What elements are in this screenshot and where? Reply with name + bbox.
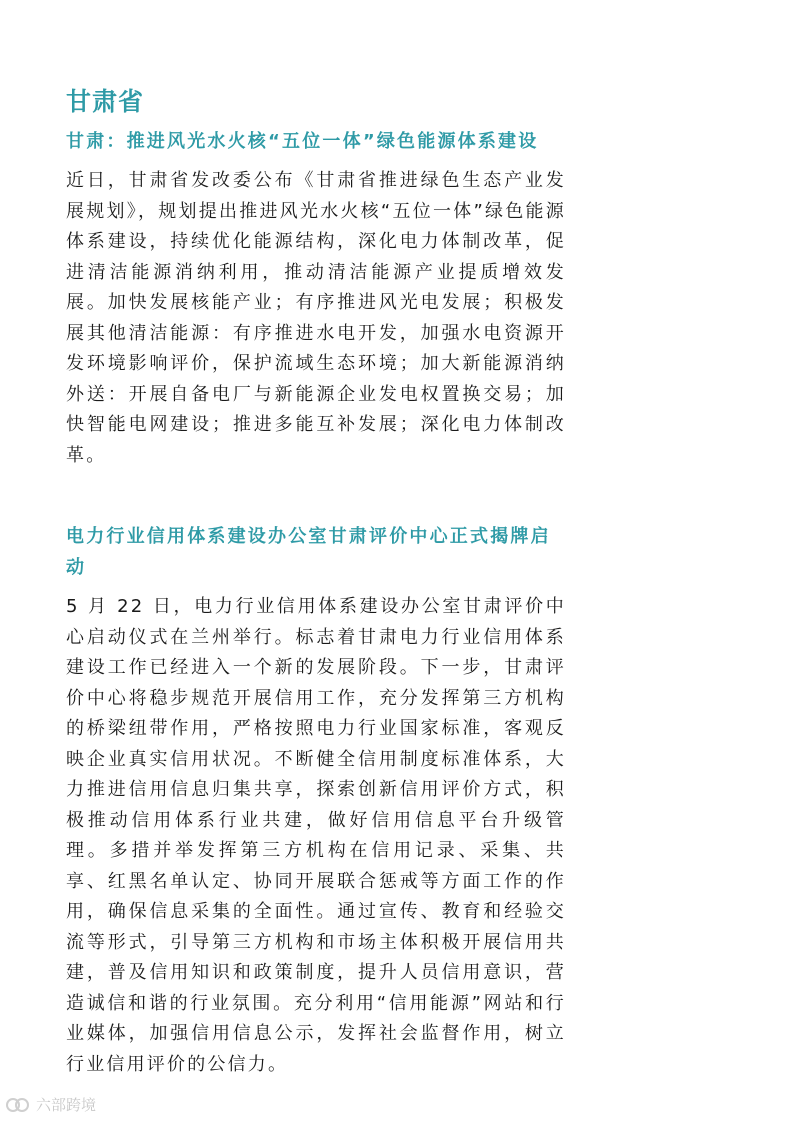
section-spacer (66, 471, 566, 521)
article-2 (66, 521, 566, 1080)
article-1-title: 甘肃：推进风光水火核“五位一体”绿色能源体系建设 (66, 131, 539, 152)
brand-logo-icon (6, 1095, 30, 1115)
article-2-body: 5 月 22 日，电力行业信用体系建设办公室甘肃评价中心启动仪式在兰州举行。标志着甘肃电力行业信用体系建设工作已经进入一个新的发展阶段。下一步，甘肃评价中心将稳步规范开展信用工作，充分发挥第三方机构的桥梁纽带作用，严格按照电力行业国家标准，客观反映企业真实信用状况。不断健全信用制度标准体系，大力推进信用信息归集共享，探索创新信用评价方式，积极推动信用体系行业共建，做好信用信息平台升级管理。多措并举发挥第三方机构在信用记录、采集、共享、红黑名单认定、协同开展联合惩戒等方面工作的作用，确保信息采集的全面性。通过宣传、教育和经验交流等形式，引导第三方机构和市场主体积极开展信用共建，普及信用知识和政策制度，提升人员信用意识，营造诚信和谐的行业氛围。充分利用“信用能源”网站和行业媒体，加强信用信息公示，发挥社会监督作用，树立行业信用评价的公信力。 (66, 596, 566, 1075)
article-2-title: 电力行业信用体系建设办公室甘肃评价中心正式揭牌启动 (66, 526, 551, 578)
province-title: 甘肃省 (66, 87, 145, 116)
article-1-body: 近日，甘肃省发改委公布《甘肃省推进绿色生态产业发展规划》，规划提出推进风光水火核“五位一体”绿色能源体系建设，持续优化能源结构，深化电力体制改革，促进清洁能源消纳利用，推动清洁能源产业提质增效发展。加快发展核能产业；有序推进风光电发展；积极发展其他清洁能源：有序推进水电开发，加强水电资源开发环境影响评价，保护流域生态环境；加大新能源消纳外送：开展自备电厂与新能源企业发电权置换交易；加快智能电网建设；推进多能互补发展；深化电力体制改革。 (66, 170, 566, 466)
article-1 (66, 126, 566, 471)
document-page (66, 82, 566, 1080)
watermark-text: 六部跨境 (36, 1096, 97, 1114)
watermark (6, 1094, 96, 1115)
